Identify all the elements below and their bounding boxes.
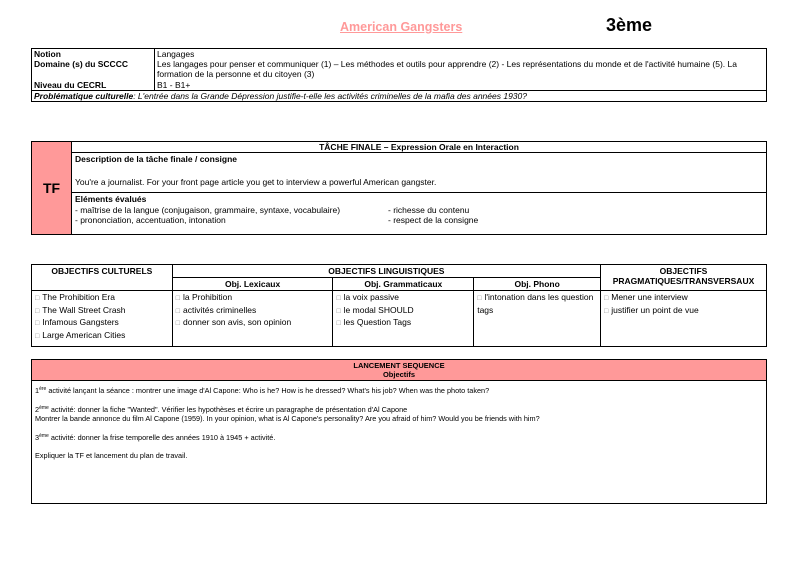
list-item: □ The Prohibition Era [35,292,169,305]
tf-element: - respect de la consigne [388,215,479,225]
lexicaux-list [172,291,333,347]
info-row-niveau [32,80,767,91]
problematique-label: Problématique culturelle [34,90,134,101]
tf-description [72,153,767,193]
info-value: Langages [157,49,195,59]
lancement-table [31,359,767,504]
header-pragmatiques-line1: OBJECTIFS [659,266,708,276]
info-label: Domaine (s) du SCCCC [32,59,155,79]
header-linguistiques: OBJECTIFS LINGUISTIQUES [172,265,600,278]
info-value: Les langages pour penser et communiquer (1) – Les méthodes et outils pour apprendre (2) - Les représentations du monde et de l'activité humaine (5). La formation de la personne et du citoyen (3) [157,59,737,80]
phono-list [474,291,601,347]
tf-description-text: You're a journalist. For your front page article you get to interview a powerful American gangster. [75,177,437,187]
activity-text: activité: donner la frise temporelle des années 1910 à 1945 + activité. [48,433,276,442]
tf-element: - richesse du contenu [388,204,470,215]
header-lexicaux: Obj. Lexicaux [172,278,333,291]
tf-title: TÂCHE FINALE – Expression Orale en Interaction [72,142,767,153]
pragmatiques-list [601,291,767,347]
activity-num: 3 [35,433,40,442]
lancement-header [32,360,767,381]
header-pragmatiques-line2: PRAGMATIQUES/TRANSVERSAUX [612,276,755,286]
list-item: □ Infamous Gangsters [35,317,169,330]
list-item: □ The Wall Street Crash [35,305,169,318]
tf-description-heading: Description de la tâche finale / consigne [75,154,238,164]
list-item: □ activités criminelles [176,305,330,318]
activity-text-line2: Montrer la bande annonce du film Al Capone (1959). In your opinion, what is Al Capone's personality? Are you afraid of him? Would you be friends with him? [35,414,540,423]
lancement-title: LANCEMENT SEQUENCE [353,361,445,370]
activity-num: 1 [35,386,40,395]
class-level: 3ème [606,15,653,35]
list-item: □ Large American Cities [35,330,169,343]
activity-text: activité: donner la fiche "Wanted". Vérifier les hypothèses et écrire un paragraphe de présentation d'Al Capone [48,405,408,414]
activity-sup: ème [39,433,49,439]
activity-3 [35,432,763,442]
tf-badge: TF [32,142,72,235]
closing-text: Expliquer la TF et lancement du plan de travail. [35,451,188,460]
grammaticaux-list [333,291,474,347]
document-title: American Gangsters [340,20,463,34]
problematique-value: : L'entrée dans la Grande Dépression justifie-t-elle les activités criminelles de la mafia des années 1930? [133,90,527,101]
activity-2 [35,404,763,423]
problematique [32,90,767,101]
header-phono: Obj. Phono [474,278,601,291]
list-item: □ justifier un point de vue [604,305,763,318]
activity-sup: ère [39,386,47,392]
tf-element: - maîtrise de la langue (conjugaison, grammaire, syntaxe, vocabulaire) [75,204,341,215]
tf-elements [72,193,767,235]
header-grammaticaux: Obj. Grammaticaux [333,278,474,291]
list-item: □ donner son avis, son opinion [176,317,330,330]
lancement-subtitle: Objectifs [382,370,416,379]
tf-elements-heading: Eléments évalués [75,194,147,204]
activity-num: 2 [35,405,40,414]
activity-sup: ème [39,405,49,411]
info-label: Niveau du CECRL [32,80,155,91]
tf-element: - prononciation, accentuation, intonation [75,215,226,225]
header-culturels: OBJECTIFS CULTURELS [32,265,173,291]
info-row-domaine [32,59,767,79]
lancement-body [32,381,767,504]
activity-text: activité lançant la séance : montrer une image d'Al Capone: Who is he? How is he dressed? What's his job? When was the photo taken? [46,386,490,395]
info-label: Notion [32,49,155,60]
list-item: □ le modal SHOULD [336,305,470,318]
list-item: □ la voix passive [336,292,470,305]
info-row-problematique [32,90,767,101]
info-table [31,48,767,102]
culturels-list [32,291,173,347]
header-pragmatiques [601,265,767,291]
info-value: B1 - B1+ [157,79,191,90]
list-item: □ l'intonation dans les question tags [477,292,597,315]
list-item: □ les Question Tags [336,317,470,330]
list-item: □ Mener une interview [604,292,763,305]
objectifs-table [31,264,767,347]
info-row-notion [32,49,767,60]
activity-1 [35,385,763,395]
list-item: □ la Prohibition [176,292,330,305]
tache-finale-table [31,141,767,235]
